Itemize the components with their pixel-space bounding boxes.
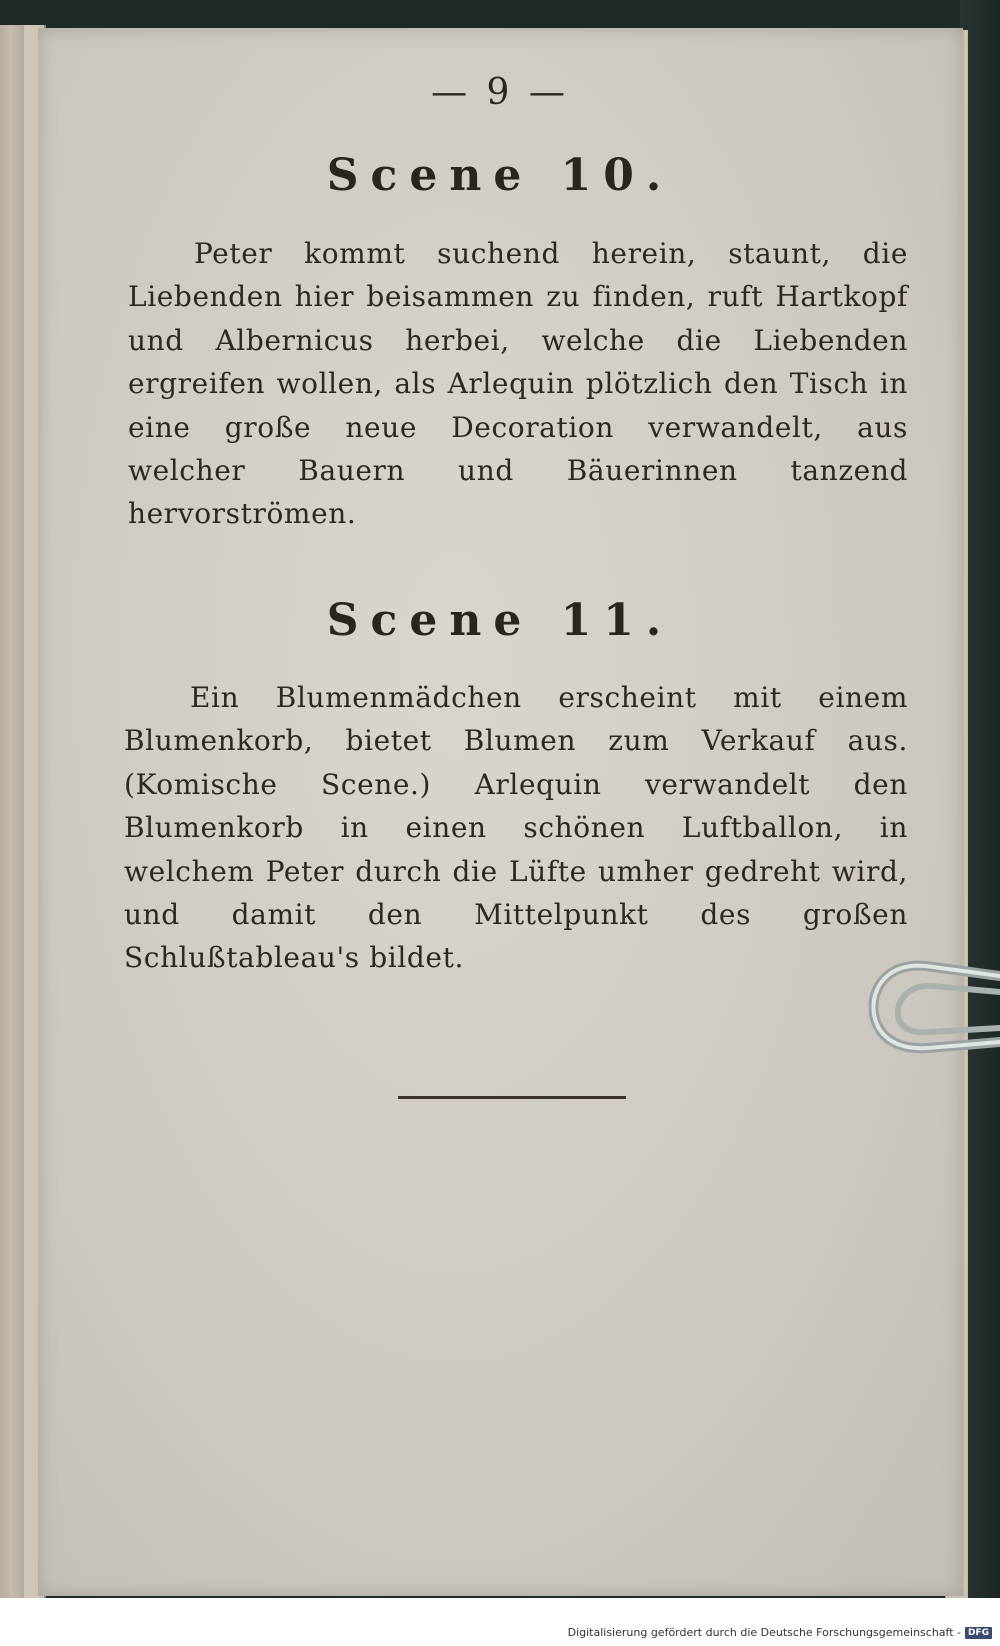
- paper-clip-icon: [868, 958, 1000, 1068]
- book-spine-edge: [10, 25, 24, 1600]
- scene-text-11: Ein Blumenmädchen erscheint mit einem Blumenkorb, bietet Blumen zum Verkauf aus. (Komische Scene.) Arlequin verwandelt den Blumenkorb in einen schönen Luftballon, in welchem Peter durch die Lüfte umher gedreht wird, und damit den Mittelpunkt des großen Schlußtableau's bildet.: [124, 681, 908, 975]
- scene-heading-10: Scene 10.: [326, 150, 674, 201]
- digitization-credit: [568, 1626, 992, 1639]
- page-number: — 9 —: [431, 72, 569, 113]
- credit-text: Digitalisierung gefördert durch die Deutsche Forschungsgemeinschaft -: [567, 1626, 961, 1639]
- dfg-logo-icon: DFG: [965, 1627, 992, 1639]
- closing-rule: [398, 1096, 626, 1099]
- scene-text-10: Peter kommt suchend herein, staunt, die Liebenden hier beisammen zu finden, ruft Hartkopf und Albernicus herbei, welche die Liebenden ergreifen wollen, als Arlequin plötzlich den Tisch in eine große neue Decoration verwandelt, aus welcher Bauern und Bäuerinnen tanzend hervorströmen.: [128, 237, 908, 531]
- scene-heading-11: Scene 11.: [326, 595, 674, 646]
